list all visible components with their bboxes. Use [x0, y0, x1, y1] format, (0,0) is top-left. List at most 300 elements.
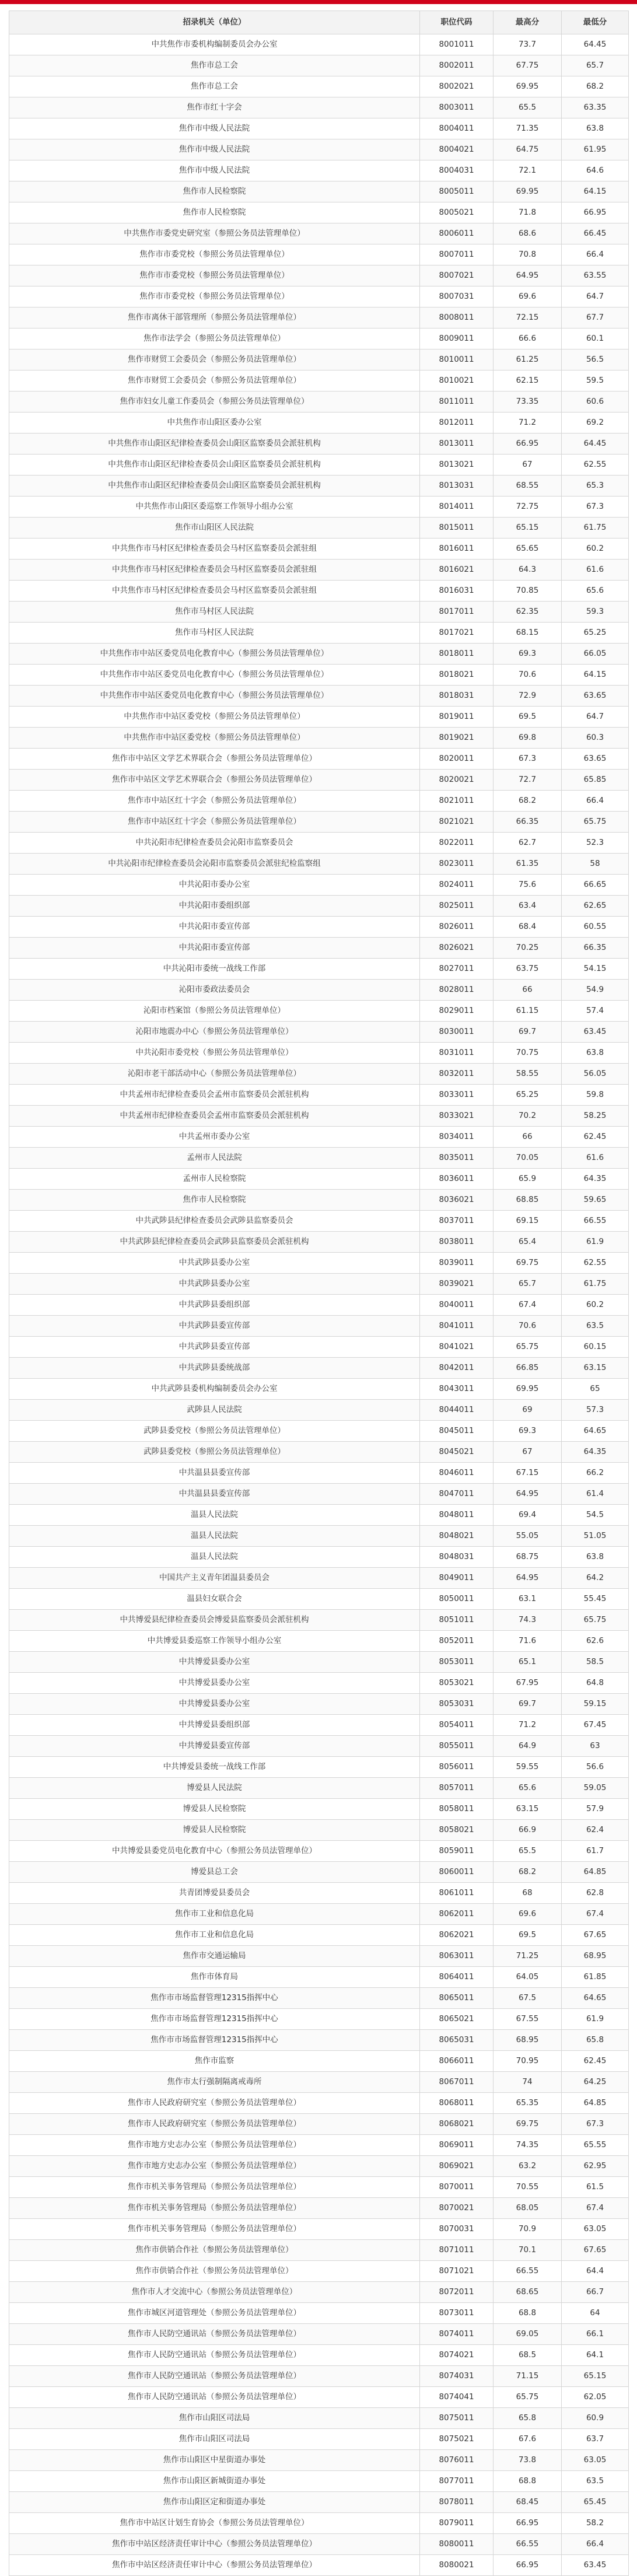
- cell-recruiting-unit: 博爱县人民检察院: [9, 1799, 420, 1820]
- cell-position-code: 8070011: [420, 2177, 494, 2198]
- cell-position-code: 8050011: [420, 1589, 494, 1610]
- cell-position-code: 8051011: [420, 1610, 494, 1631]
- cell-position-code: 8015011: [420, 518, 494, 539]
- cell-position-code: 8004011: [420, 118, 494, 139]
- cell-recruiting-unit: 焦作市人民政府研究室（参照公务员法管理单位）: [9, 2114, 420, 2135]
- cell-recruiting-unit: 温县人民法院: [9, 1505, 420, 1526]
- cell-lowest-score: 66.45: [562, 223, 629, 244]
- cell-lowest-score: 63.8: [562, 1043, 629, 1064]
- cell-lowest-score: 63.8: [562, 118, 629, 139]
- cell-position-code: 8058021: [420, 1820, 494, 1841]
- cell-recruiting-unit: 孟州市人民法院: [9, 1148, 420, 1169]
- cell-position-code: 8021011: [420, 791, 494, 812]
- cell-lowest-score: 64.45: [562, 34, 629, 55]
- table-row: [9, 1841, 629, 1862]
- cell-position-code: 8013031: [420, 476, 494, 497]
- cell-lowest-score: 64.85: [562, 2093, 629, 2114]
- cell-recruiting-unit: 中共沁阳市纪律检查委员会沁阳市监察委员会: [9, 833, 420, 854]
- cell-position-code: 8061011: [420, 1883, 494, 1904]
- cell-lowest-score: 66.95: [562, 202, 629, 223]
- cell-lowest-score: 59.65: [562, 1190, 629, 1211]
- cell-recruiting-unit: 焦作市人民防空通讯站（参照公务员法管理单位）: [9, 2387, 420, 2408]
- table-row: [9, 139, 629, 160]
- cell-position-code: 8068011: [420, 2093, 494, 2114]
- cell-lowest-score: 65.7: [562, 55, 629, 76]
- cell-position-code: 8019021: [420, 728, 494, 749]
- cell-recruiting-unit: 焦作市中站区经济责任审计中心（参照公务员法管理单位）: [9, 2534, 420, 2555]
- cell-lowest-score: 65.75: [562, 812, 629, 833]
- cell-highest-score: 62.15: [494, 371, 562, 392]
- cell-lowest-score: 64: [562, 2303, 629, 2324]
- table-row: [9, 623, 629, 644]
- table-row: [9, 749, 629, 770]
- cell-highest-score: 64.75: [494, 139, 562, 160]
- cell-recruiting-unit: 焦作市山阳区人民法院: [9, 518, 420, 539]
- cell-position-code: 8041021: [420, 1337, 494, 1358]
- cell-recruiting-unit: 焦作市红十字会: [9, 97, 420, 118]
- cell-position-code: 8033011: [420, 1085, 494, 1106]
- cell-recruiting-unit: 中共焦作市委党史研究室（参照公务员法管理单位）: [9, 223, 420, 244]
- cell-lowest-score: 59.8: [562, 1085, 629, 1106]
- cell-lowest-score: 61.85: [562, 1967, 629, 1988]
- cell-recruiting-unit: 中共焦作市马村区纪律检查委员会马村区监察委员会派驻组: [9, 560, 420, 581]
- cell-recruiting-unit: 焦作市机关事务管理局（参照公务员法管理单位）: [9, 2177, 420, 2198]
- cell-position-code: 8017011: [420, 602, 494, 623]
- cell-lowest-score: 64.15: [562, 665, 629, 686]
- cell-recruiting-unit: 焦作市中站区计划生育协会（参照公务员法管理单位）: [9, 2513, 420, 2534]
- cell-lowest-score: 63.45: [562, 2555, 629, 2576]
- cell-recruiting-unit: 沁阳市档案馆（参照公务员法管理单位）: [9, 1001, 420, 1022]
- cell-recruiting-unit: 中共焦作市马村区纪律检查委员会马村区监察委员会派驻组: [9, 539, 420, 560]
- table-row: [9, 707, 629, 728]
- cell-highest-score: 66.95: [494, 2555, 562, 2576]
- cell-highest-score: 74: [494, 2072, 562, 2093]
- cell-recruiting-unit: 焦作市离休干部管理所（参照公务员法管理单位）: [9, 307, 420, 328]
- cell-lowest-score: 57.9: [562, 1799, 629, 1820]
- cell-lowest-score: 65.45: [562, 2492, 629, 2513]
- cell-position-code: 8028011: [420, 980, 494, 1001]
- cell-lowest-score: 65.3: [562, 476, 629, 497]
- cell-recruiting-unit: 沁阳市委政法委员会: [9, 980, 420, 1001]
- cell-recruiting-unit: 中共沁阳市委统一战线工作部: [9, 959, 420, 980]
- cell-position-code: 8053011: [420, 1652, 494, 1673]
- cell-highest-score: 62.7: [494, 833, 562, 854]
- cell-position-code: 8062021: [420, 1925, 494, 1946]
- cell-position-code: 8035011: [420, 1148, 494, 1169]
- table-row: [9, 1589, 629, 1610]
- cell-position-code: 8007021: [420, 265, 494, 286]
- cell-lowest-score: 64.35: [562, 1169, 629, 1190]
- table-row: [9, 1484, 629, 1505]
- cell-highest-score: 71.6: [494, 1631, 562, 1652]
- cell-highest-score: 64.95: [494, 265, 562, 286]
- table-row: [9, 1148, 629, 1169]
- cell-recruiting-unit: 中共焦作市山阳区纪律检查委员会山阳区监察委员会派驻机构: [9, 434, 420, 455]
- cell-position-code: 8080011: [420, 2534, 494, 2555]
- cell-highest-score: 67.75: [494, 55, 562, 76]
- table-row: [9, 2555, 629, 2576]
- cell-position-code: 8079011: [420, 2513, 494, 2534]
- cell-highest-score: 68.6: [494, 223, 562, 244]
- cell-highest-score: 69.5: [494, 1925, 562, 1946]
- cell-position-code: 8016011: [420, 539, 494, 560]
- cell-highest-score: 70.9: [494, 2219, 562, 2240]
- cell-recruiting-unit: 焦作市市场监督管理12315指挥中心: [9, 1988, 420, 2009]
- cell-position-code: 8008011: [420, 307, 494, 328]
- cell-highest-score: 70.85: [494, 581, 562, 602]
- table-row: [9, 1694, 629, 1715]
- cell-recruiting-unit: 焦作市人民防空通讯站（参照公务员法管理单位）: [9, 2366, 420, 2387]
- cell-position-code: 8075021: [420, 2429, 494, 2450]
- cell-highest-score: 69.95: [494, 76, 562, 97]
- cell-recruiting-unit: 中共沁阳市委党校（参照公务员法管理单位）: [9, 1043, 420, 1064]
- cell-position-code: 8007011: [420, 244, 494, 265]
- cell-lowest-score: 56.05: [562, 1064, 629, 1085]
- cell-lowest-score: 64.65: [562, 1988, 629, 2009]
- cell-lowest-score: 54.5: [562, 1505, 629, 1526]
- cell-position-code: 8038011: [420, 1232, 494, 1253]
- cell-highest-score: 68.45: [494, 2492, 562, 2513]
- cell-lowest-score: 58.25: [562, 1106, 629, 1127]
- cell-position-code: 8080021: [420, 2555, 494, 2576]
- cell-recruiting-unit: 中共焦作市马村区纪律检查委员会马村区监察委员会派驻组: [9, 581, 420, 602]
- table-row: [9, 2261, 629, 2282]
- table-row: [9, 307, 629, 328]
- cell-position-code: 8005021: [420, 202, 494, 223]
- table-row: [9, 1253, 629, 1274]
- cell-highest-score: 66.95: [494, 434, 562, 455]
- cell-highest-score: 65.75: [494, 2387, 562, 2408]
- header-lowest-score: 最低分: [562, 11, 629, 34]
- cell-highest-score: 64.05: [494, 1967, 562, 1988]
- cell-position-code: 8013021: [420, 455, 494, 476]
- cell-highest-score: 70.75: [494, 1043, 562, 1064]
- cell-lowest-score: 63.5: [562, 2471, 629, 2492]
- cell-position-code: 8021021: [420, 812, 494, 833]
- cell-lowest-score: 65.6: [562, 581, 629, 602]
- table-row: [9, 2051, 629, 2072]
- cell-highest-score: 67.5: [494, 1988, 562, 2009]
- score-table: [9, 11, 629, 2576]
- cell-recruiting-unit: 中共博爱县委宣传部: [9, 1736, 420, 1757]
- cell-lowest-score: 64.8: [562, 1673, 629, 1694]
- cell-lowest-score: 64.7: [562, 707, 629, 728]
- cell-recruiting-unit: 焦作市山阳区司法局: [9, 2408, 420, 2429]
- cell-position-code: 8039021: [420, 1274, 494, 1295]
- cell-lowest-score: 63.5: [562, 1316, 629, 1337]
- cell-lowest-score: 63.65: [562, 686, 629, 707]
- cell-recruiting-unit: 中共武陟县委宣传部: [9, 1316, 420, 1337]
- table-row: [9, 2093, 629, 2114]
- table-row: [9, 1715, 629, 1736]
- cell-lowest-score: 61.95: [562, 139, 629, 160]
- cell-recruiting-unit: 中共武陟县委统战部: [9, 1358, 420, 1379]
- cell-recruiting-unit: 中共温县县委宣传部: [9, 1463, 420, 1484]
- cell-lowest-score: 60.1: [562, 328, 629, 349]
- cell-recruiting-unit: 中共武陟县委宣传部: [9, 1337, 420, 1358]
- cell-recruiting-unit: 焦作市供销合作社（参照公务员法管理单位）: [9, 2261, 420, 2282]
- table-row: [9, 560, 629, 581]
- cell-lowest-score: 64.65: [562, 1421, 629, 1442]
- cell-position-code: 8057011: [420, 1778, 494, 1799]
- cell-position-code: 8014011: [420, 497, 494, 518]
- cell-recruiting-unit: 焦作市中站区文学艺术界联合会（参照公务员法管理单位）: [9, 770, 420, 791]
- table-row: [9, 2492, 629, 2513]
- table-row: [9, 1757, 629, 1778]
- table-row: [9, 265, 629, 286]
- cell-lowest-score: 62.8: [562, 1883, 629, 1904]
- table-row: [9, 455, 629, 476]
- cell-lowest-score: 62.45: [562, 1127, 629, 1148]
- cell-lowest-score: 62.4: [562, 1820, 629, 1841]
- table-row: [9, 244, 629, 265]
- cell-lowest-score: 62.65: [562, 896, 629, 917]
- table-row: [9, 97, 629, 118]
- cell-highest-score: 70.25: [494, 938, 562, 959]
- cell-recruiting-unit: 中共焦作市中站区委党员电化教育中心（参照公务员法管理单位）: [9, 644, 420, 665]
- cell-highest-score: 66.55: [494, 2534, 562, 2555]
- cell-recruiting-unit: 焦作市人民检察院: [9, 1190, 420, 1211]
- cell-position-code: 8074011: [420, 2324, 494, 2345]
- cell-position-code: 8053031: [420, 1694, 494, 1715]
- cell-lowest-score: 56.5: [562, 349, 629, 371]
- cell-lowest-score: 63.05: [562, 2450, 629, 2471]
- cell-lowest-score: 63.15: [562, 1358, 629, 1379]
- cell-position-code: 8006011: [420, 223, 494, 244]
- cell-position-code: 8031011: [420, 1043, 494, 1064]
- cell-highest-score: 59.55: [494, 1757, 562, 1778]
- cell-position-code: 8019011: [420, 707, 494, 728]
- cell-lowest-score: 62.45: [562, 2051, 629, 2072]
- cell-position-code: 8074021: [420, 2345, 494, 2366]
- cell-highest-score: 68.8: [494, 2471, 562, 2492]
- table-row: [9, 2198, 629, 2219]
- cell-position-code: 8020011: [420, 749, 494, 770]
- table-row: [9, 1925, 629, 1946]
- cell-position-code: 8074031: [420, 2366, 494, 2387]
- cell-position-code: 8034011: [420, 1127, 494, 1148]
- table-row: [9, 1736, 629, 1757]
- cell-recruiting-unit: 焦作市中级人民法院: [9, 118, 420, 139]
- table-row: [9, 2114, 629, 2135]
- table-row: [9, 1862, 629, 1883]
- cell-position-code: 8046011: [420, 1463, 494, 1484]
- table-row: [9, 1211, 629, 1232]
- table-row: [9, 1568, 629, 1589]
- cell-highest-score: 63.4: [494, 896, 562, 917]
- cell-lowest-score: 61.9: [562, 2009, 629, 2030]
- cell-highest-score: 65.35: [494, 2093, 562, 2114]
- cell-recruiting-unit: 焦作市中站区红十字会（参照公务员法管理单位）: [9, 791, 420, 812]
- table-row: [9, 1988, 629, 2009]
- cell-highest-score: 72.1: [494, 160, 562, 181]
- cell-recruiting-unit: 中共博爱县委巡察工作领导小组办公室: [9, 1631, 420, 1652]
- table-row: [9, 2303, 629, 2324]
- table-row: [9, 202, 629, 223]
- cell-highest-score: 71.8: [494, 202, 562, 223]
- table-row: [9, 917, 629, 938]
- table-row: [9, 2156, 629, 2177]
- table-row: [9, 1169, 629, 1190]
- cell-lowest-score: 66.55: [562, 1211, 629, 1232]
- table-row: [9, 1778, 629, 1799]
- cell-position-code: 8069011: [420, 2135, 494, 2156]
- table-row: [9, 1064, 629, 1085]
- cell-position-code: 8002021: [420, 76, 494, 97]
- cell-recruiting-unit: 中共武陟县委办公室: [9, 1274, 420, 1295]
- cell-highest-score: 73.8: [494, 2450, 562, 2471]
- table-row: [9, 413, 629, 434]
- cell-recruiting-unit: 中共博爱县委组织部: [9, 1715, 420, 1736]
- table-row: [9, 770, 629, 791]
- cell-position-code: 8025011: [420, 896, 494, 917]
- cell-position-code: 8071021: [420, 2261, 494, 2282]
- cell-highest-score: 66: [494, 1127, 562, 1148]
- cell-highest-score: 67.4: [494, 1295, 562, 1316]
- cell-lowest-score: 65.8: [562, 2030, 629, 2051]
- cell-recruiting-unit: 焦作市太行强制隔离戒毒所: [9, 2072, 420, 2093]
- cell-lowest-score: 65.85: [562, 770, 629, 791]
- cell-recruiting-unit: 中共博爱县委办公室: [9, 1673, 420, 1694]
- cell-highest-score: 73.35: [494, 392, 562, 413]
- cell-recruiting-unit: 焦作市总工会: [9, 55, 420, 76]
- cell-lowest-score: 54.15: [562, 959, 629, 980]
- table-row: [9, 476, 629, 497]
- cell-recruiting-unit: 焦作市市委党校（参照公务员法管理单位）: [9, 244, 420, 265]
- cell-lowest-score: 64.4: [562, 2261, 629, 2282]
- cell-highest-score: 67.15: [494, 1463, 562, 1484]
- table-row: [9, 34, 629, 55]
- cell-recruiting-unit: 焦作市工业和信息化局: [9, 1925, 420, 1946]
- cell-highest-score: 66.35: [494, 812, 562, 833]
- table-row: [9, 2534, 629, 2555]
- cell-lowest-score: 66.4: [562, 2534, 629, 2555]
- cell-lowest-score: 67.65: [562, 2240, 629, 2261]
- cell-lowest-score: 60.15: [562, 1337, 629, 1358]
- cell-highest-score: 71.2: [494, 1715, 562, 1736]
- cell-highest-score: 65.9: [494, 1169, 562, 1190]
- cell-position-code: 8040011: [420, 1295, 494, 1316]
- cell-lowest-score: 64.7: [562, 286, 629, 307]
- cell-lowest-score: 62.95: [562, 2156, 629, 2177]
- cell-highest-score: 68.5: [494, 2345, 562, 2366]
- cell-lowest-score: 60.6: [562, 392, 629, 413]
- cell-lowest-score: 66.4: [562, 244, 629, 265]
- table-header-row: [9, 11, 629, 34]
- cell-position-code: 8048021: [420, 1526, 494, 1547]
- cell-highest-score: 68.8: [494, 2303, 562, 2324]
- cell-position-code: 8027011: [420, 959, 494, 980]
- table-row: [9, 1652, 629, 1673]
- table-row: [9, 791, 629, 812]
- table-row: [9, 539, 629, 560]
- cell-lowest-score: 60.2: [562, 539, 629, 560]
- cell-lowest-score: 57.3: [562, 1400, 629, 1421]
- table-row: [9, 1106, 629, 1127]
- cell-highest-score: 72.75: [494, 497, 562, 518]
- table-row: [9, 602, 629, 623]
- cell-lowest-score: 65.25: [562, 623, 629, 644]
- cell-recruiting-unit: 焦作市中站区红十字会（参照公务员法管理单位）: [9, 812, 420, 833]
- cell-recruiting-unit: 焦作市法学会（参照公务员法管理单位）: [9, 328, 420, 349]
- cell-recruiting-unit: 焦作市体育局: [9, 1967, 420, 1988]
- table-row: [9, 160, 629, 181]
- cell-highest-score: 64.95: [494, 1568, 562, 1589]
- table-row: [9, 2135, 629, 2156]
- cell-recruiting-unit: 中共武陟县纪律检查委员会武陟县监察委员会派驻机构: [9, 1232, 420, 1253]
- cell-highest-score: 70.95: [494, 2051, 562, 2072]
- cell-highest-score: 72.7: [494, 770, 562, 791]
- table-row: [9, 1505, 629, 1526]
- cell-position-code: 8062011: [420, 1904, 494, 1925]
- cell-highest-score: 65.75: [494, 1337, 562, 1358]
- cell-recruiting-unit: 中共武陟县委组织部: [9, 1295, 420, 1316]
- cell-recruiting-unit: 武陟县委党校（参照公务员法管理单位）: [9, 1442, 420, 1463]
- cell-lowest-score: 64.1: [562, 2345, 629, 2366]
- cell-highest-score: 68: [494, 1883, 562, 1904]
- table-row: [9, 1547, 629, 1568]
- cell-lowest-score: 66.1: [562, 2324, 629, 2345]
- cell-lowest-score: 59.15: [562, 1694, 629, 1715]
- cell-position-code: 8054011: [420, 1715, 494, 1736]
- cell-highest-score: 72.15: [494, 307, 562, 328]
- cell-recruiting-unit: 焦作市山阳区中星街道办事处: [9, 2450, 420, 2471]
- cell-lowest-score: 67.65: [562, 1925, 629, 1946]
- cell-recruiting-unit: 博爱县人民法院: [9, 1778, 420, 1799]
- cell-highest-score: 74.35: [494, 2135, 562, 2156]
- cell-highest-score: 68.2: [494, 1862, 562, 1883]
- cell-position-code: 8002011: [420, 55, 494, 76]
- table-row: [9, 2009, 629, 2030]
- cell-lowest-score: 60.3: [562, 728, 629, 749]
- cell-position-code: 8018031: [420, 686, 494, 707]
- cell-highest-score: 63.15: [494, 1799, 562, 1820]
- cell-lowest-score: 64.35: [562, 1442, 629, 1463]
- cell-recruiting-unit: 武陟县人民法院: [9, 1400, 420, 1421]
- cell-lowest-score: 59.5: [562, 371, 629, 392]
- cell-lowest-score: 59.05: [562, 1778, 629, 1799]
- cell-recruiting-unit: 焦作市人民防空通讯站（参照公务员法管理单位）: [9, 2324, 420, 2345]
- cell-lowest-score: 64.2: [562, 1568, 629, 1589]
- cell-position-code: 8044011: [420, 1400, 494, 1421]
- cell-recruiting-unit: 焦作市妇女儿童工作委员会（参照公务员法管理单位）: [9, 392, 420, 413]
- cell-position-code: 8020021: [420, 770, 494, 791]
- cell-lowest-score: 60.2: [562, 1295, 629, 1316]
- cell-highest-score: 65.25: [494, 1085, 562, 1106]
- cell-lowest-score: 67.45: [562, 1715, 629, 1736]
- cell-lowest-score: 58: [562, 854, 629, 875]
- cell-position-code: 8026021: [420, 938, 494, 959]
- cell-recruiting-unit: 中共温县县委宣传部: [9, 1484, 420, 1505]
- cell-recruiting-unit: 焦作市机关事务管理局（参照公务员法管理单位）: [9, 2219, 420, 2240]
- cell-recruiting-unit: 焦作市山阳区司法局: [9, 2429, 420, 2450]
- cell-recruiting-unit: 焦作市总工会: [9, 76, 420, 97]
- table-row: [9, 833, 629, 854]
- table-row: [9, 1526, 629, 1547]
- cell-highest-score: 69.05: [494, 2324, 562, 2345]
- cell-position-code: 8075011: [420, 2408, 494, 2429]
- score-table-container: [9, 11, 628, 2576]
- cell-position-code: 8066011: [420, 2051, 494, 2072]
- cell-lowest-score: 63: [562, 1736, 629, 1757]
- cell-lowest-score: 64.45: [562, 434, 629, 455]
- table-row: [9, 665, 629, 686]
- table-row: [9, 812, 629, 833]
- cell-highest-score: 65.5: [494, 97, 562, 118]
- cell-lowest-score: 54.9: [562, 980, 629, 1001]
- cell-position-code: 8073011: [420, 2303, 494, 2324]
- cell-position-code: 8032011: [420, 1064, 494, 1085]
